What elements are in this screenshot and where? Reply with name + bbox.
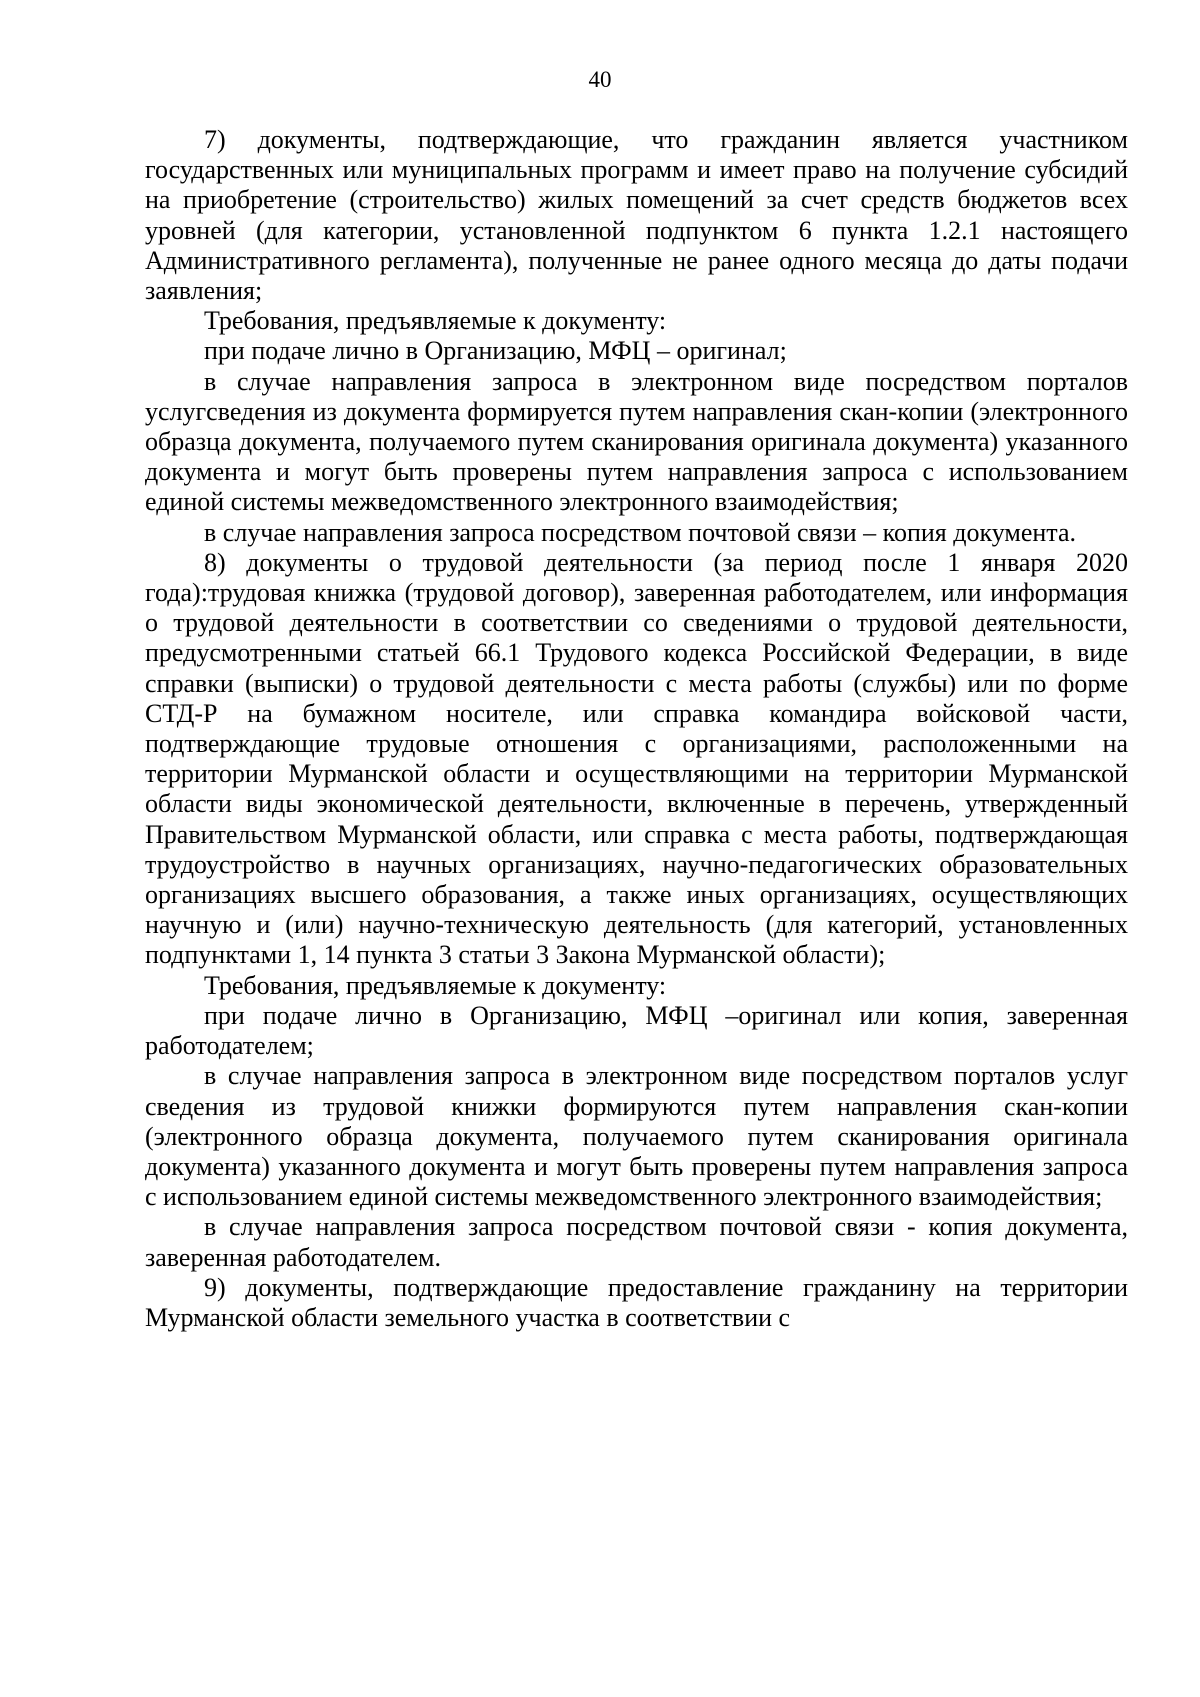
requirement-postal: в случае направления запроса посредством почтовой связи - копия документа, заверенная работодателем. <box>145 1212 1128 1272</box>
page-number: 40 <box>588 67 612 92</box>
item-9-paragraph: 9) документы, подтверждающие предоставление гражданину на территории Мурманской области земельного участка в соответствии с <box>145 1272 1128 1332</box>
requirement-in-person: при подаче лично в Организацию, МФЦ – оригинал; <box>204 336 787 366</box>
requirement-electronic: в случае направления запроса в электронном виде посредством порталов услуг сведения из трудовой книжки формируются путем направления скан-копии (электронного образца документа, получаемого путем сканирования оригинала документа) указанного документа и могут быть проверены путем направления запроса с использованием единой системы межведомственного электронного взаимодействия; <box>145 1061 1128 1212</box>
requirement-postal: в случае направления запроса посредством почтовой связи – копия документа. <box>204 517 1077 547</box>
requirements-heading: Требования, предъявляемые к документу: <box>204 306 667 336</box>
requirement-in-person: при подаче лично в Организацию, МФЦ –оригинал или копия, заверенная работодателем; <box>145 1000 1128 1061</box>
document-body <box>145 125 1128 1333</box>
item-7-paragraph: 7) документы, подтверждающие, что гражданин является участником государственных или муниципальных программ и имеет право на получение субсидий на приобретение (строительство) жилых помещений за счет средств бюджетов всех уровней (для категории, установленной подпунктом 6 пункта 1.2.1 настоящего Административного регламента), полученные не ранее одного месяца до даты подачи заявления; <box>145 125 1128 306</box>
item-8-paragraph: 8) документы о трудовой деятельности (за период после 1 января 2020 года):трудовая книжка (трудовой договор), заверенная работодателем, или информация о трудовой деятельности в соответствии со сведениями о трудовой деятельности, предусмотренными статьей 66.1 Трудового кодекса Российской Федерации, в виде справки (выписки) о трудовой деятельности с места работы (службы) или по форме СТД-Р на бумажном носителе, или справка командира войсковой части, подтверждающие трудовые отношения с организациями, расположенными на территории Мурманской области и осуществляющими на территории Мурманской области виды экономической деятельности, включенные в перечень, утвержденный Правительством Мурманской области, или справка с места работы, подтверждающая трудоустройство в научных организациях, научно-педагогических образовательных организациях высшего образования, а также иных организациях, осуществляющих научную и (или) научно-техническую деятельность (для категорий, установленных подпунктами 1, 14 пункта 3 статьи 3 Закона Мурманской области); <box>145 547 1128 970</box>
requirement-electronic: в случае направления запроса в электронном виде посредством порталов услугсведения из документа формируется путем направления скан-копии (электронного образца документа, получаемого путем сканирования оригинала документа) указанного документа и могут быть проверены путем направления запроса с использованием единой системы межведомственного электронного взаимодействия; <box>145 366 1128 517</box>
requirements-heading: Требования, предъявляемые к документу: <box>204 970 667 1000</box>
